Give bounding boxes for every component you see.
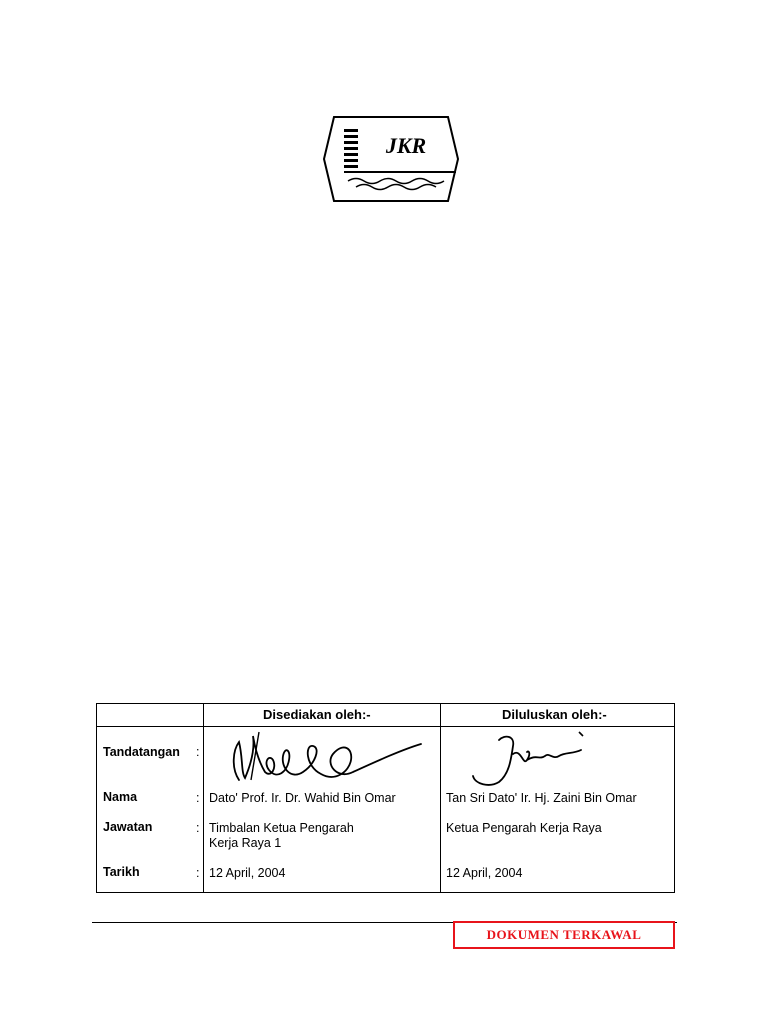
label-signature: Tandatangan [103,745,180,759]
prepared-by-header: Disediakan oleh:- [263,707,371,722]
approved-name: Tan Sri Dato' Ir. Hj. Zaini Bin Omar [446,791,637,805]
approved-date: 12 April, 2004 [446,866,523,880]
label-date: Tarikh [103,865,140,879]
approved-by-header: Diluluskan oleh:- [502,707,607,722]
prepared-position-line2: Kerja Raya 1 [209,836,282,850]
logo-text: JKR [385,133,427,158]
approval-table [96,703,675,893]
jkr-logo [322,115,460,203]
label-name: Nama [103,790,138,804]
controlled-document-stamp: DOKUMEN TERKAWAL [453,921,675,949]
colon: : [196,791,200,805]
prepared-name: Dato' Prof. Ir. Dr. Wahid Bin Omar [209,791,396,805]
signature-approved [469,726,599,790]
colon: : [196,745,200,759]
colon: : [196,866,200,880]
colon: : [196,821,200,835]
approved-position: Ketua Pengarah Kerja Raya [446,821,602,835]
signature-prepared [225,728,425,788]
prepared-position-line1: Timbalan Ketua Pengarah [209,821,354,835]
label-position: Jawatan [103,820,153,834]
prepared-date: 12 April, 2004 [209,866,286,880]
